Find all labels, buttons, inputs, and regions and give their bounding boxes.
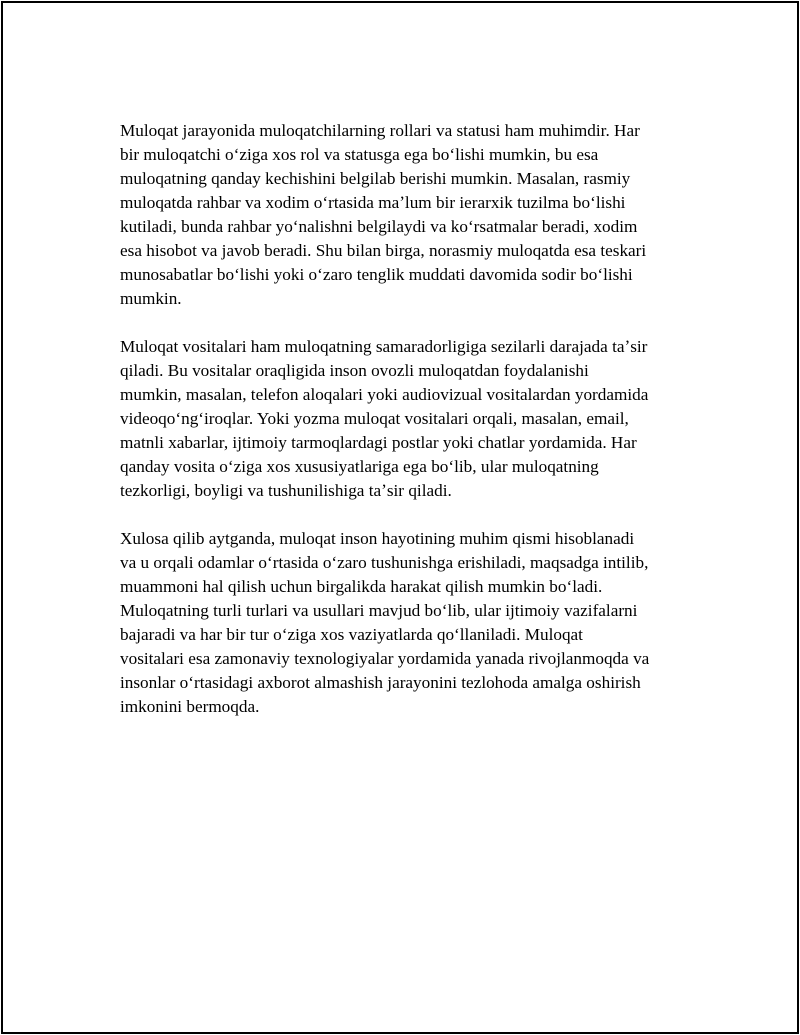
text-line: imkonini bermoqda. (120, 697, 260, 716)
text-line: muloqatning qanday kechishini belgilab berishi mumkin. Masalan, rasmiy (120, 169, 631, 188)
document-body (120, 119, 694, 743)
text-line: matnli xabarlar, ijtimoiy tarmoqlardagi postlar yoki chatlar yordamida. Har (120, 433, 637, 452)
text-line: mumkin, masalan, telefon aloqalari yoki audiovizual vositalardan yordamida (120, 385, 649, 404)
text-line: Xulosa qilib aytganda, muloqat inson hayotining muhim qismi hisoblanadi (120, 529, 635, 548)
document-page (1, 1, 799, 1034)
text-line: esa hisobot va javob beradi. Shu bilan birga, norasmiy muloqatda esa teskari (120, 241, 647, 260)
paragraph-communication-tools (120, 335, 694, 503)
text-line: muloqatda rahbar va xodim oʻrtasida maʼlum bir ierarxik tuzilma boʻlishi (120, 193, 626, 212)
text-line: Muloqat jarayonida muloqatchilarning rollari va statusi ham muhimdir. Har (120, 121, 640, 140)
text-line: insonlar oʻrtasidagi axborot almashish jarayonini tezlohoda amalga oshirish (120, 673, 641, 692)
text-line: munosabatlar boʻlishi yoki oʻzaro tenglik muddati davomida sodir boʻlishi (120, 265, 633, 284)
text-line: muammoni hal qilish uchun birgalikda harakat qilish mumkin boʻladi. (120, 577, 603, 596)
text-line: kutiladi, bunda rahbar yoʻnalishni belgilaydi va koʻrsatmalar beradi, xodim (120, 217, 638, 236)
text-line: Muloqat vositalari ham muloqatning samaradorligiga sezilarli darajada taʼsir (120, 337, 648, 356)
paragraph-roles-and-status (120, 119, 694, 311)
text-line: qiladi. Bu vositalar oraqligida inson ovozli muloqatdan foydalanishi (120, 361, 589, 380)
text-line: tezkorligi, boyligi va tushunilishiga taʼsir qiladi. (120, 481, 452, 500)
text-line: bajaradi va har bir tur oʻziga xos vaziyatlarda qoʻllaniladi. Muloqat (120, 625, 583, 644)
text-line: videoqoʻngʻiroqlar. Yoki yozma muloqat vositalari orqali, masalan, email, (120, 409, 629, 428)
text-line: vositalari esa zamonaviy texnologiyalar yordamida yanada rivojlanmoqda va (120, 649, 650, 668)
text-line: va u orqali odamlar oʻrtasida oʻzaro tushunishga erishiladi, maqsadga intilib, (120, 553, 649, 572)
text-line: qanday vosita oʻziga xos xususiyatlariga ega boʻlib, ular muloqatning (120, 457, 599, 476)
paragraph-conclusion (120, 527, 694, 719)
text-line: bir muloqatchi oʻziga xos rol va statusga ega boʻlishi mumkin, bu esa (120, 145, 599, 164)
text-line: Muloqatning turli turlari va usullari mavjud boʻlib, ular ijtimoiy vazifalarni (120, 601, 638, 620)
text-line: mumkin. (120, 289, 182, 308)
